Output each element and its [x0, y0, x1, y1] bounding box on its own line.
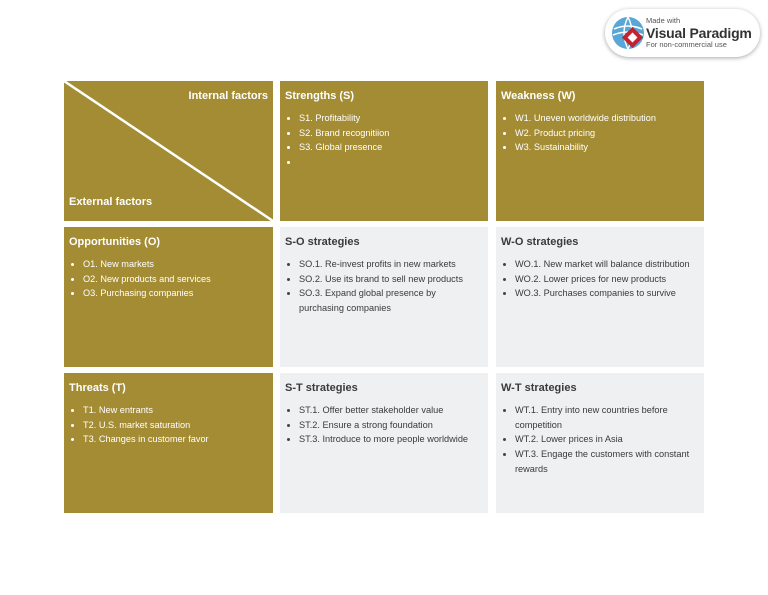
list-item: • WT.3. Engage the customers with constant rewards [515, 447, 699, 476]
list-item: • SO.3. Expand global presence by purchasing companies [299, 286, 483, 315]
list-item: • WO.3. Purchases companies to survive [515, 286, 699, 301]
wo-strategies-title: W-O strategies [501, 236, 579, 248]
wt-strategies-title: W-T strategies [501, 382, 577, 394]
list-item: • W3. Sustainability [515, 140, 699, 155]
threats-list [69, 403, 268, 447]
strengths-list [285, 111, 483, 170]
threats-title: Threats (T) [69, 382, 126, 394]
weakness-list [501, 111, 699, 155]
wo-strategies-list [501, 257, 699, 301]
threats-cell [64, 373, 273, 513]
list-item: • S3. Global presence [299, 140, 483, 155]
so-strategies-cell [280, 227, 488, 367]
st-strategies-list [285, 403, 483, 447]
visual-paradigm-logo-icon [610, 15, 646, 51]
list-item: • T2. U.S. market saturation [83, 418, 268, 433]
list-item: • SO.1. Re-invest profits in new markets [299, 257, 483, 272]
external-factors-label: External factors [69, 196, 153, 208]
list-item: • WO.1. New market will balance distribution [515, 257, 699, 272]
visual-paradigm-badge [605, 9, 760, 57]
corner-header-cell [64, 81, 273, 221]
list-item [299, 155, 483, 170]
list-item: • ST.2. Ensure a strong foundation [299, 418, 483, 433]
st-strategies-title: S-T strategies [285, 382, 358, 394]
strengths-title: Strengths (S) [285, 90, 355, 102]
list-item: • WT.1. Entry into new countries before competition [515, 403, 699, 432]
badge-brand-name: Visual Paradigm [646, 25, 752, 41]
list-item: • S2. Brand recognitiion [299, 126, 483, 141]
list-item: • WO.2. Lower prices for new products [515, 272, 699, 287]
list-item: • W1. Uneven worldwide distribution [515, 111, 699, 126]
so-strategies-list [285, 257, 483, 316]
wt-strategies-cell [496, 373, 704, 513]
list-item: • O1. New markets [83, 257, 268, 272]
list-item: • T3. Changes in customer favor [83, 432, 268, 447]
st-strategies-cell [280, 373, 488, 513]
list-item: • ST.3. Introduce to more people worldwide [299, 432, 483, 447]
list-item: • ST.1. Offer better stakeholder value [299, 403, 483, 418]
badge-license-note: For non-commercial use [646, 40, 727, 49]
list-item: • WT.2. Lower prices in Asia [515, 432, 699, 447]
list-item: • SO.2. Use its brand to sell new products [299, 272, 483, 287]
list-item: • O2. New products and services [83, 272, 268, 287]
badge-made-with: Made with [646, 16, 681, 25]
list-item: • S1. Profitability [299, 111, 483, 126]
opportunities-title: Opportunities (O) [69, 236, 161, 248]
list-item: • W2. Product pricing [515, 126, 699, 141]
weakness-cell [496, 81, 704, 221]
opportunities-cell [64, 227, 273, 367]
so-strategies-title: S-O strategies [285, 236, 360, 248]
strengths-cell [280, 81, 488, 221]
wo-strategies-cell [496, 227, 704, 367]
opportunities-list [69, 257, 268, 301]
wt-strategies-list [501, 403, 699, 477]
list-item: • T1. New entrants [83, 403, 268, 418]
list-item: • O3. Purchasing companies [83, 286, 268, 301]
weakness-title: Weakness (W) [501, 90, 576, 102]
internal-factors-label: Internal factors [188, 90, 268, 102]
